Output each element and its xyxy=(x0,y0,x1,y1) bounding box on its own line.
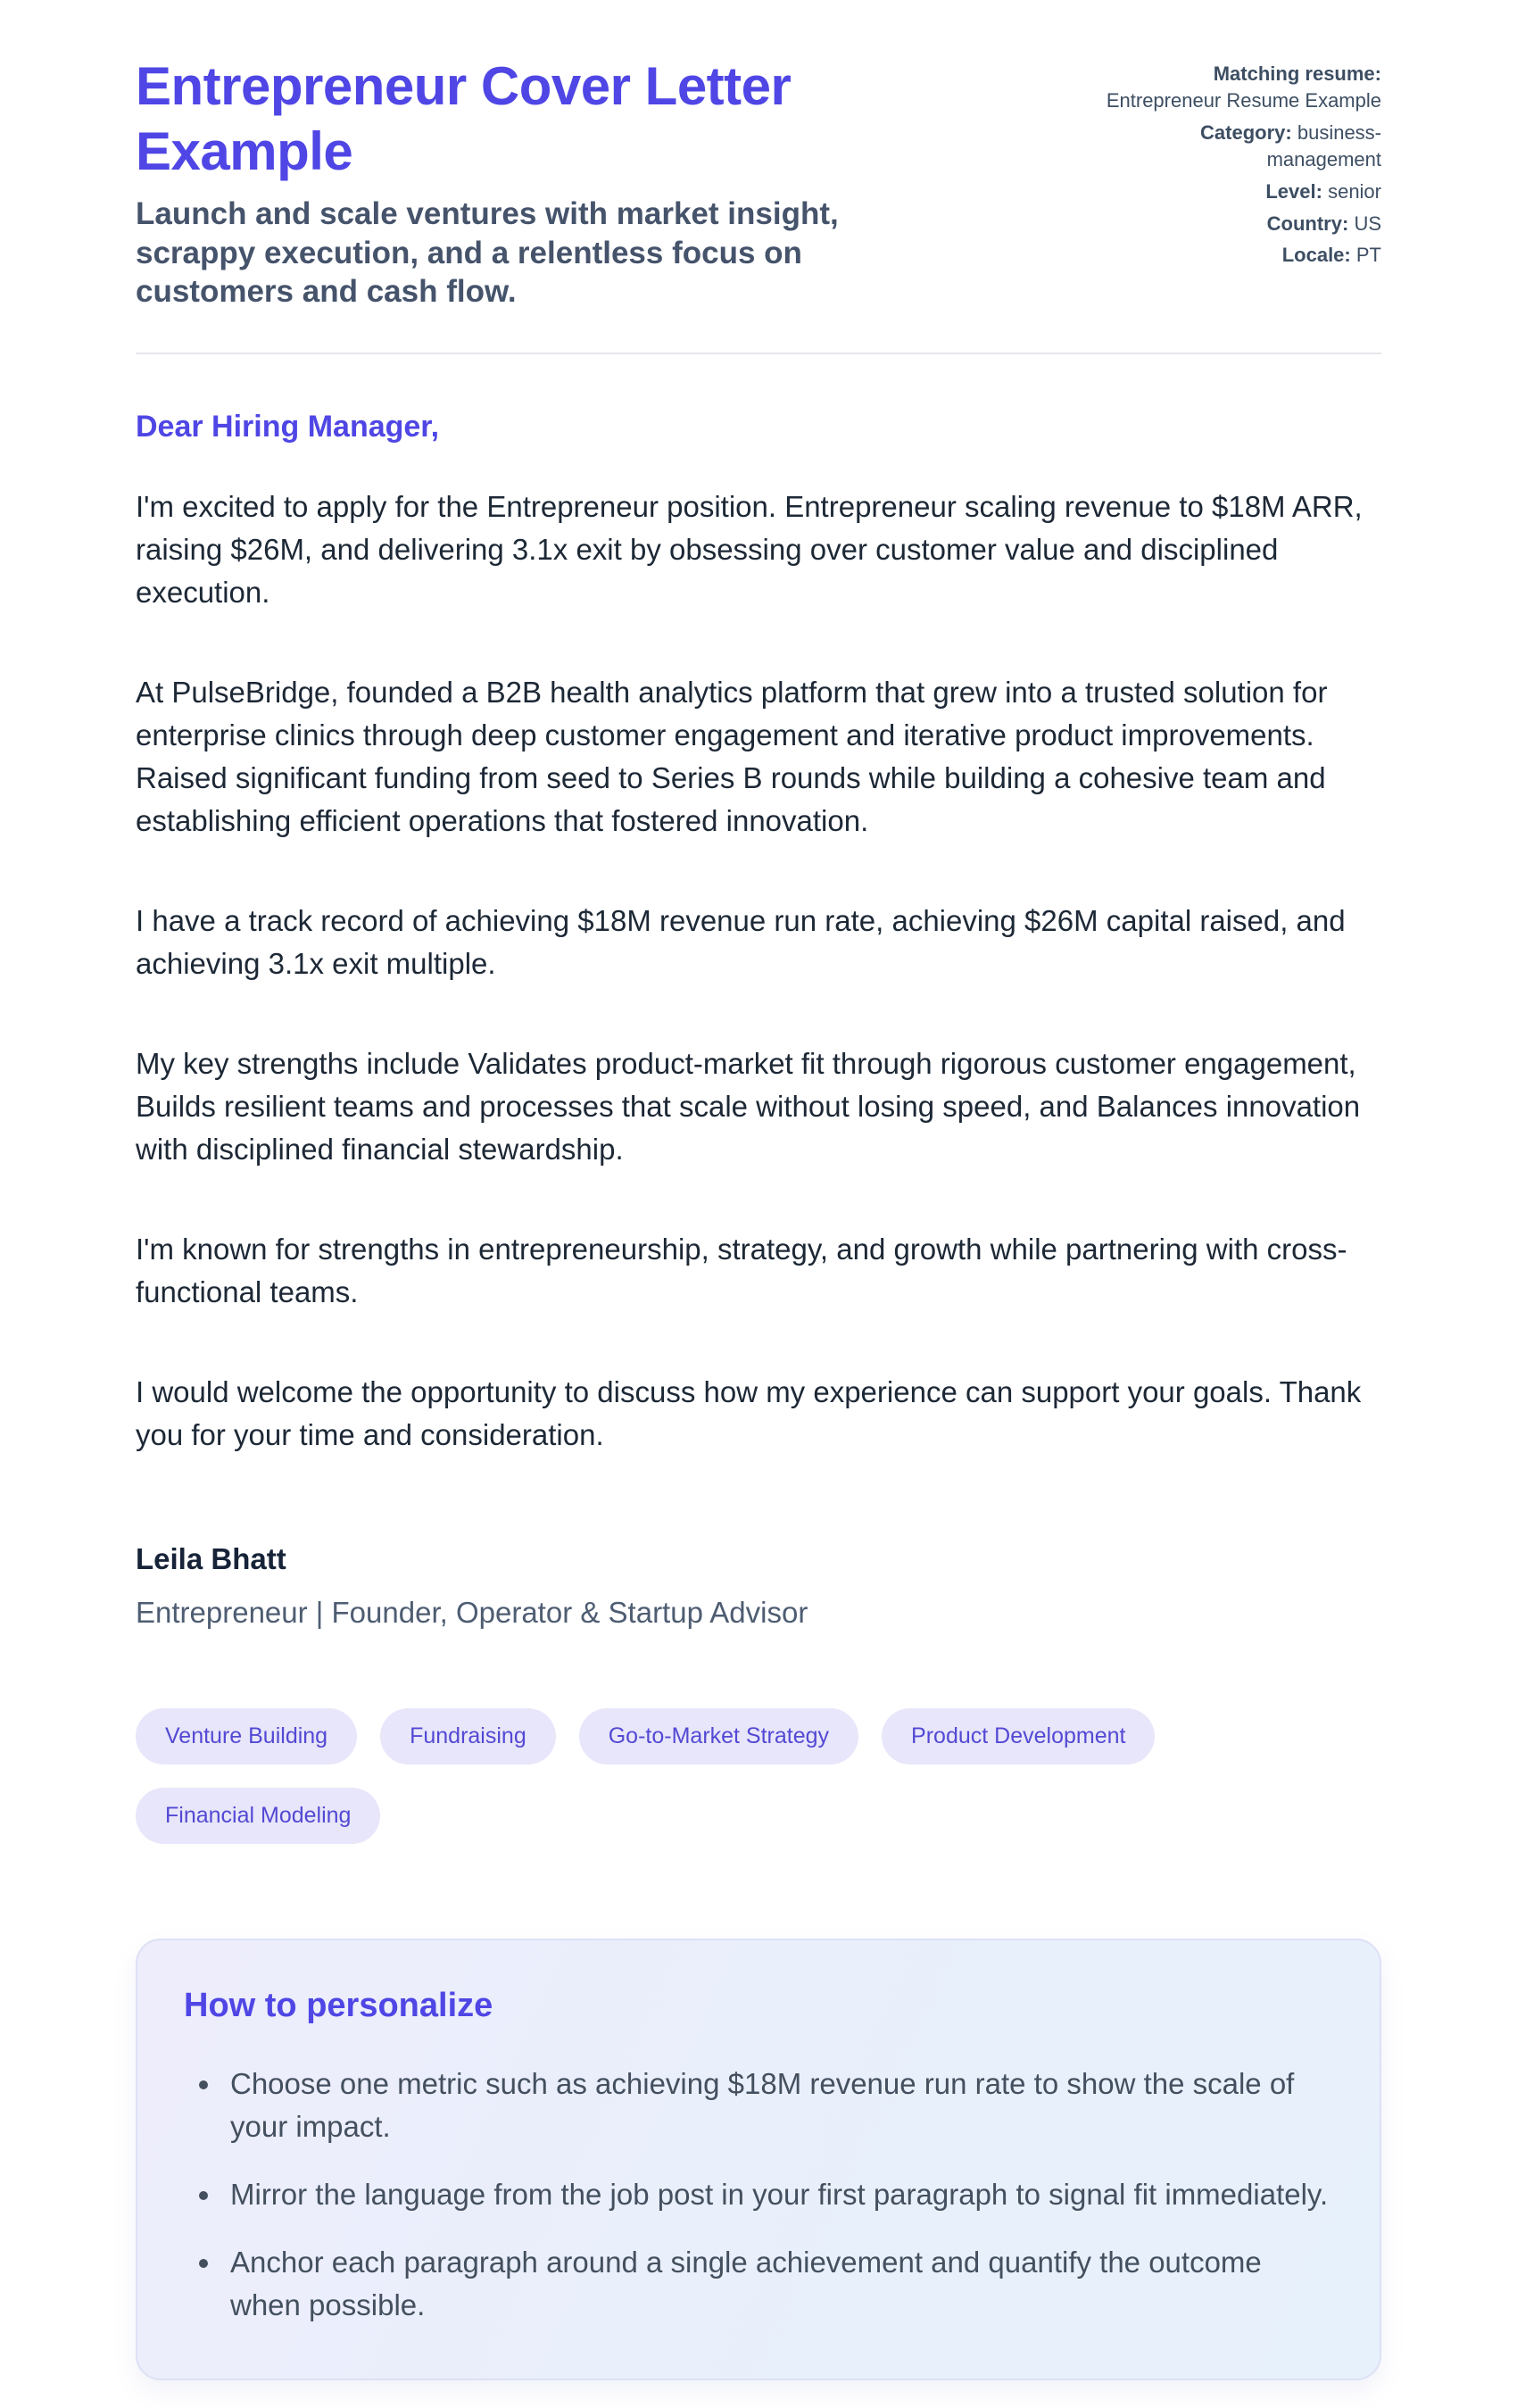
personalize-box xyxy=(136,1939,1381,2380)
meta-item xyxy=(1105,179,1381,205)
meta-item xyxy=(1105,242,1381,269)
personalize-bullet: • Choose one metric such as achieving $18M revenue run rate to show the scale of your impact. xyxy=(223,2063,1333,2148)
letter-body xyxy=(136,410,1381,1844)
personalize-heading: How to personalize xyxy=(184,1986,493,2024)
meta-value: US xyxy=(1354,212,1381,235)
meta-label: Locale: xyxy=(1281,244,1351,267)
meta-label: Matching resume: xyxy=(1213,62,1381,85)
meta-value: Entrepreneur Resume Example xyxy=(1106,88,1381,112)
personalize-bullet: • Mirror the language from the job post in your first paragraph to signal fit immediately. xyxy=(223,2173,1333,2216)
meta-label: Country: xyxy=(1266,212,1349,235)
letter-paragraph: At PulseBridge, founded a B2B health analytics platform that grew into a trusted solution for enterprise clinics through deep customer engagement and iterative product improvements. Raised significant funding from seed to Series B rounds while building a cohesive team and establishing efficient operations that fostered innovation. xyxy=(136,675,1328,837)
skill-tag: Venture Building xyxy=(136,1708,357,1764)
letter-paragraph: I'm known for strengths in entrepreneurship, strategy, and growth while partnering with cross-functional teams. xyxy=(136,1232,1347,1308)
page-subtitle: Launch and scale ventures with market insight, scrappy execution, and a relentless focus on customers and cash flow. xyxy=(136,196,839,310)
personalize-list xyxy=(184,2063,1333,2327)
meta-item xyxy=(1105,211,1381,237)
letter-paragraphs xyxy=(136,486,1381,1457)
meta-value: PT xyxy=(1355,244,1381,267)
skill-tag: Financial Modeling xyxy=(136,1788,380,1844)
skill-tag: Go-to-Market Strategy xyxy=(579,1708,858,1764)
meta-item xyxy=(1105,120,1381,173)
letter-paragraph: I have a track record of achieving $18M revenue run rate, achieving $26M capital raised, and achieving 3.1x exit multiple. xyxy=(136,903,1346,980)
skill-tag: Fundraising xyxy=(380,1708,556,1764)
meta-label: Level: xyxy=(1265,179,1322,203)
meta-panel xyxy=(1105,54,1381,274)
greeting: Dear Hiring Manager, xyxy=(136,409,440,444)
signature-role: Entrepreneur | Founder, Operator & Startup Advisor xyxy=(136,1595,808,1629)
meta-value: business-management xyxy=(1266,120,1381,170)
letter-paragraph: I'm excited to apply for the Entrepreneur position. Entrepreneur scaling revenue to $18M ARR, raising $26M, and delivering 3.1x exit by obsessing over customer value and disciplined execution. xyxy=(136,489,1363,609)
header xyxy=(136,54,1381,311)
header-title-block xyxy=(136,54,966,311)
meta-item xyxy=(1105,61,1381,114)
skill-tags xyxy=(136,1708,1381,1844)
page-title: Entrepreneur Cover Letter Example xyxy=(136,56,792,182)
letter-paragraph: I would welcome the opportunity to discuss how my experience can support your goals. Thank you for your time and consideration. xyxy=(136,1374,1362,1451)
personalize-bullet: • Anchor each paragraph around a single achievement and quantify the outcome when possible. xyxy=(223,2241,1333,2327)
signature-name: Leila Bhatt xyxy=(136,1541,286,1575)
skill-tag: Product Development xyxy=(882,1708,1155,1764)
letter-paragraph: My key strengths include Validates product-market fit through rigorous customer engagement, Builds resilient teams and processes that scale without losing speed, and Balances innovation with disciplined financial stewardship. xyxy=(136,1046,1361,1166)
meta-label: Category: xyxy=(1200,120,1292,144)
meta-value: senior xyxy=(1328,179,1381,203)
header-divider xyxy=(136,353,1381,354)
